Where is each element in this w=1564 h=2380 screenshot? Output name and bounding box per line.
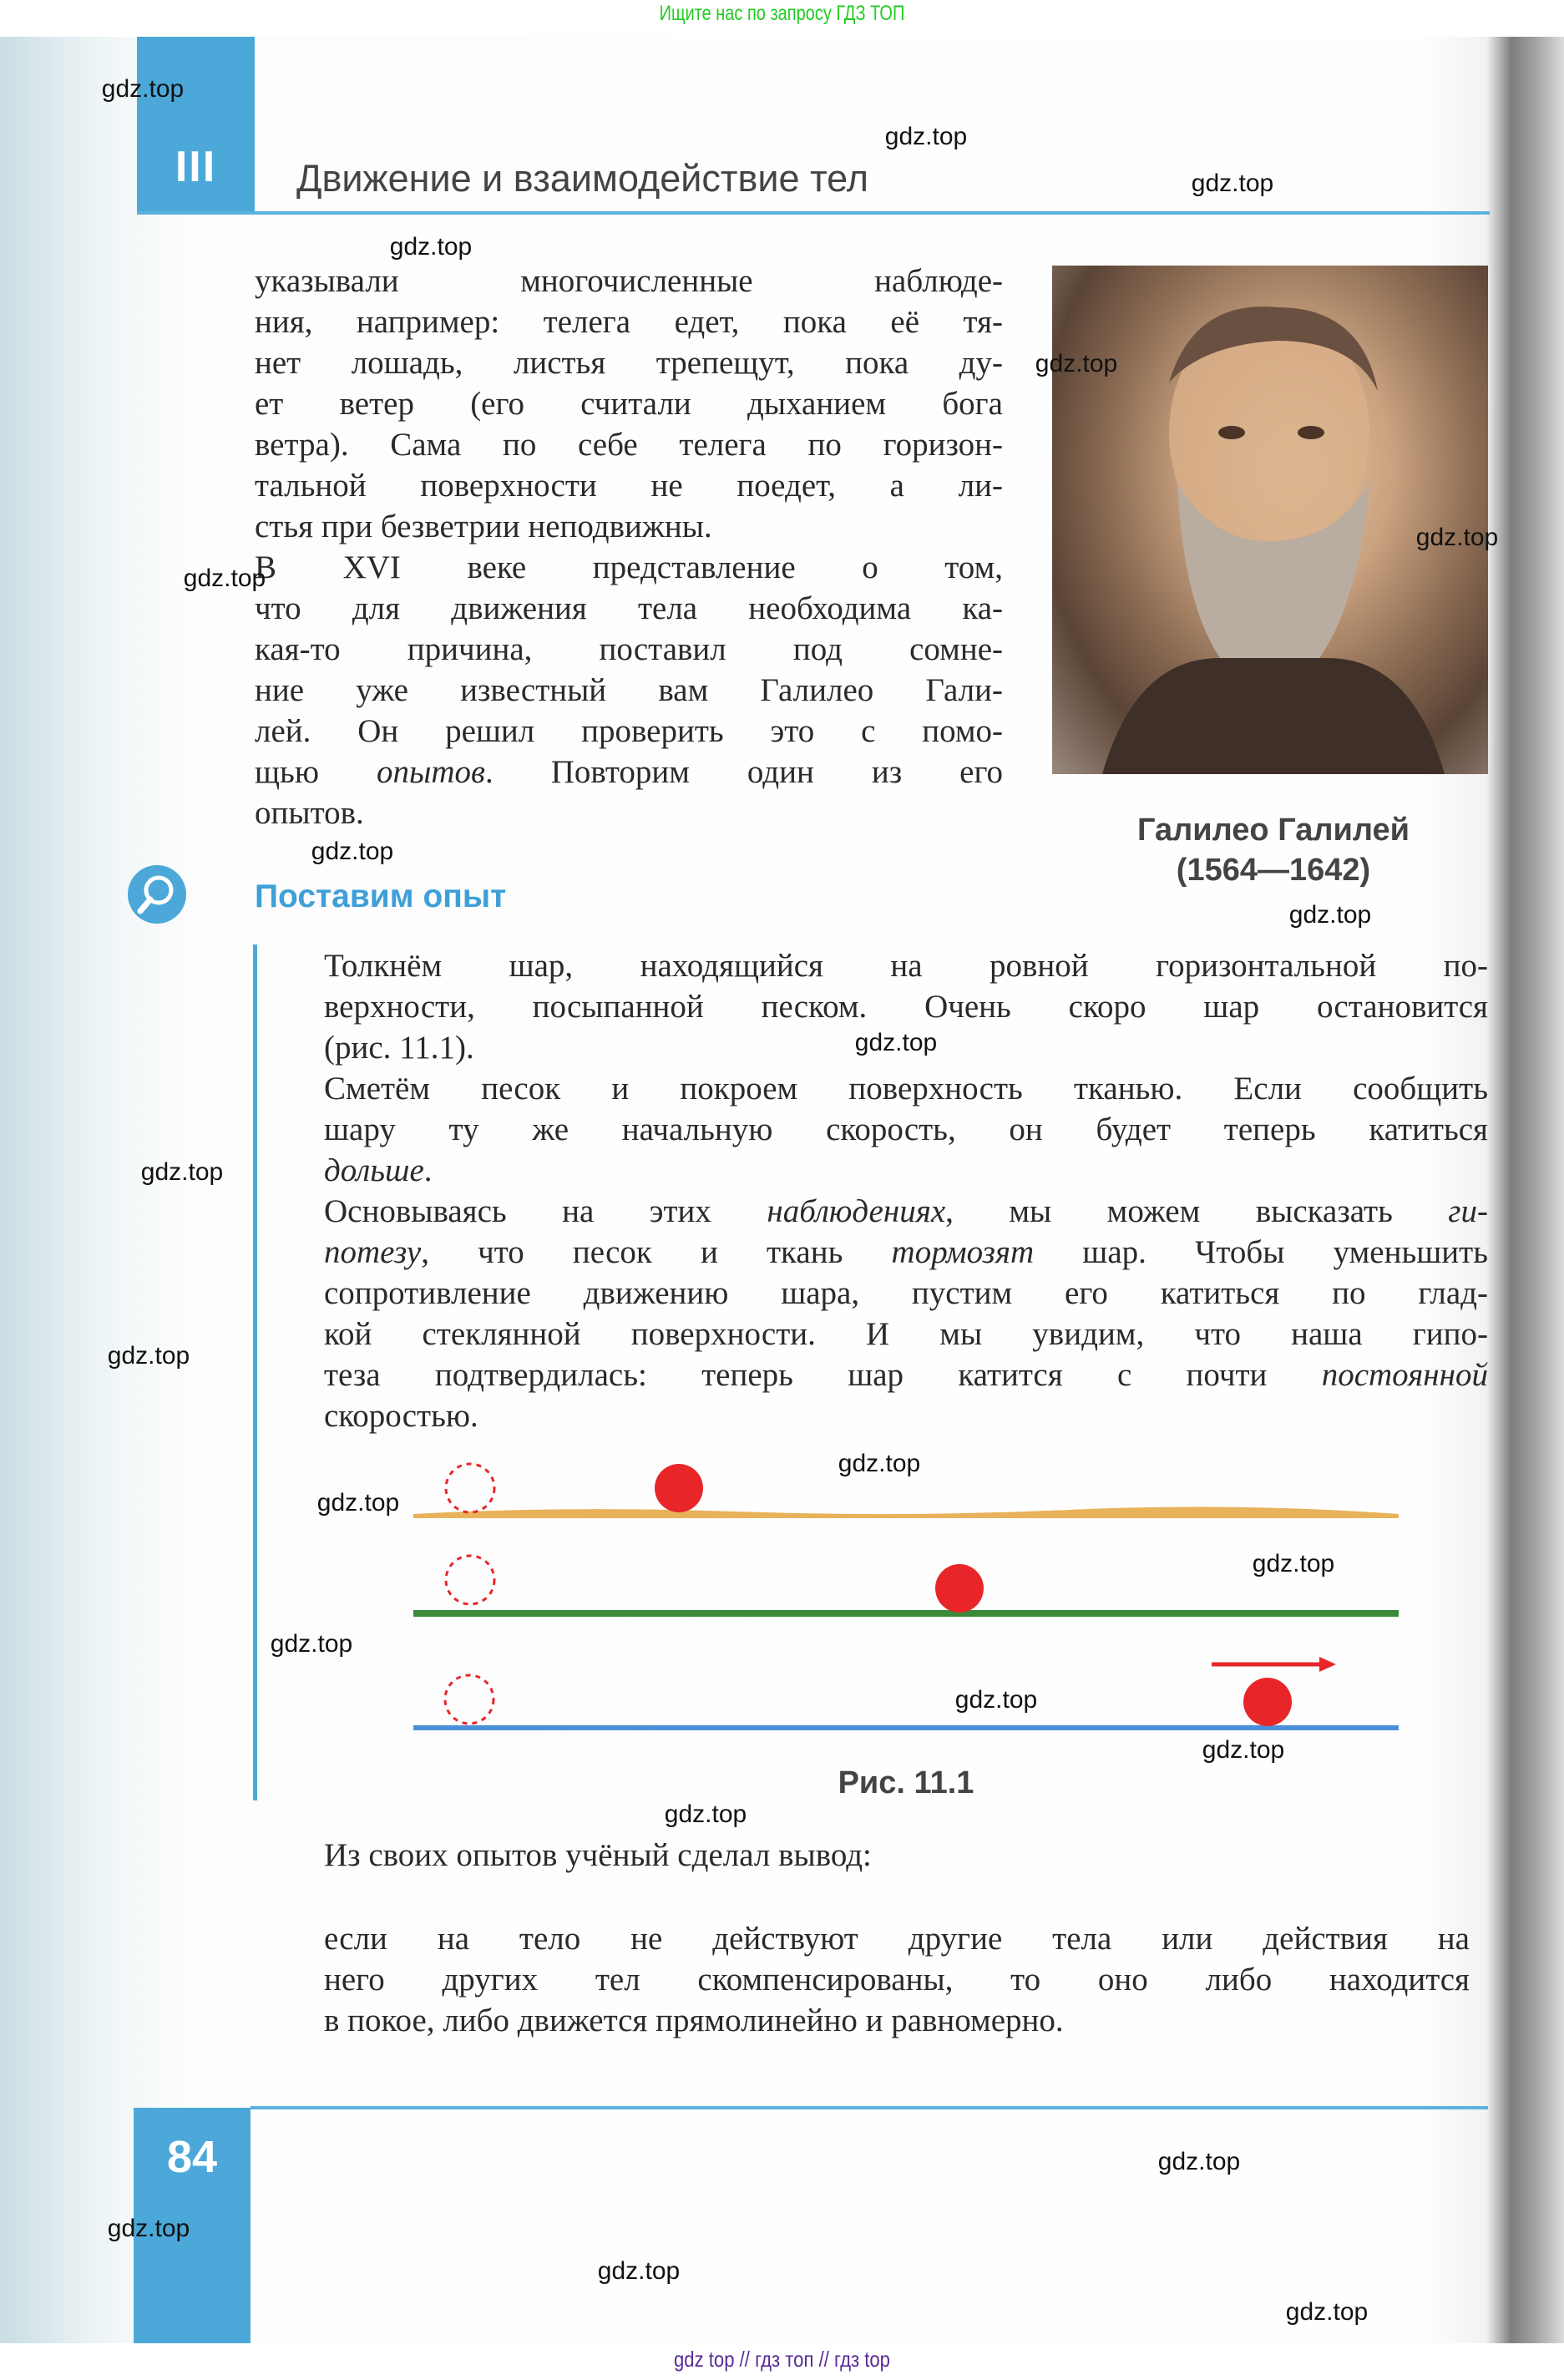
text-segment: теза подтвердилась: теперь шар катится с почти [324, 1357, 1322, 1393]
text-segment: сопротивление движению шара, пустим его катиться по глад- [324, 1275, 1488, 1311]
text-line [324, 1273, 1488, 1314]
text-segment: в покое, либо движется прямолинейно и равномерно. [324, 2003, 1064, 2038]
text-segment: стья при безветрии неподвижны. [255, 509, 712, 544]
text-line [255, 301, 1003, 342]
text-segment: что для движения тела необходима ка- [255, 590, 1003, 626]
figure-caption: Рис. 11.1 [838, 1765, 974, 1800]
text-segment: , мы можем высказать [945, 1193, 1449, 1229]
watermark: gdz.top [107, 1342, 190, 1370]
start-ball-outline [446, 1556, 494, 1604]
velocity-arrow-icon [1212, 1657, 1336, 1672]
text-segment: Сметём песок и покроем поверхность тканью. Если сообщить [324, 1071, 1488, 1106]
text-segment: , что песок и ткань [421, 1234, 892, 1270]
text-segment: ния, например: телега едет, пока её тя- [255, 304, 1003, 340]
watermark: gdz.top [1415, 524, 1499, 551]
text-segment: . Повторим один из его [484, 754, 1004, 790]
text-segment: . [423, 1152, 433, 1188]
text-line [255, 424, 1003, 465]
ball [1243, 1678, 1292, 1726]
text-segment: В XVI веке представление о том, [255, 549, 1003, 585]
sand-surface [413, 1506, 1399, 1518]
watermark: gdz.top [316, 1489, 400, 1517]
text-line [324, 1355, 1488, 1395]
text-line [324, 945, 1488, 986]
text-segment: лей. Он решил проверить это с помо- [255, 713, 1003, 749]
ball [935, 1564, 984, 1613]
text-line [324, 1191, 1488, 1232]
watermark: gdz.top [389, 233, 473, 261]
text-line [324, 1395, 1488, 1436]
italic-term: дольше [324, 1152, 424, 1188]
text-line [255, 670, 1003, 711]
text-segment: щью [255, 754, 377, 790]
text-line [255, 588, 1003, 629]
text-segment: шару ту же начальную скорость, он будет теперь катиться [324, 1112, 1488, 1147]
watermark: gdz.top [1252, 1550, 1335, 1577]
chapter-number: III [175, 143, 217, 191]
text-line [255, 792, 1003, 833]
text-segment: нет лошадь, листья трепещут, пока ду- [255, 345, 1003, 381]
conclusion-intro: Из своих опытов учёный сделал вывод: [324, 1837, 872, 1873]
watermark: gdz.top [664, 1800, 747, 1828]
watermark: gdz.top [884, 123, 968, 150]
text-segment: если на тело не действуют другие тела или действия на [324, 1921, 1470, 1957]
text-segment: скоростью. [324, 1398, 478, 1434]
watermark: gdz.top [1035, 350, 1118, 377]
text-line [324, 1150, 1488, 1191]
header-divider [137, 211, 1490, 215]
watermark: gdz.top [597, 2257, 681, 2285]
search-banner[interactable]: Ищите нас по запросу ГДЗ ТОП [659, 2, 905, 25]
text-segment: кой стеклянной поверхности. И мы увидим, что наша гипо- [324, 1316, 1488, 1352]
experiment-heading: Поставим опыт [255, 879, 507, 914]
text-line [255, 342, 1003, 383]
text-segment: шар. Чтобы уменьшить [1034, 1234, 1488, 1270]
footer-links[interactable]: gdz top // гдз топ // гдз top [674, 2347, 890, 2372]
italic-term: наблюдениях [767, 1193, 946, 1229]
text-segment: верхности, посыпанной песком. Очень скоро шар остановится [324, 989, 1488, 1025]
text-line [255, 506, 1003, 547]
italic-term: потезу [324, 1234, 422, 1270]
text-line [255, 711, 1003, 752]
text-segment: (рис. 11.1). [324, 1030, 474, 1066]
start-ball-outline [445, 1675, 493, 1724]
text-line [255, 383, 1003, 424]
text-line [255, 547, 1003, 588]
text-line [324, 1314, 1488, 1355]
text-segment: ние уже известный вам Галилео Гали- [255, 672, 1003, 708]
text-line [255, 465, 1003, 506]
portrait-name: Галилео Галилей [1136, 813, 1410, 848]
watermark: gdz.top [838, 1450, 921, 1477]
text-segment: указывали многочисленные наблюде- [255, 263, 1003, 299]
text-line [324, 1959, 1470, 2000]
text-segment: тальной поверхности не поедет, а ли- [255, 468, 1003, 504]
watermark: gdz.top [270, 1630, 353, 1658]
italic-term: тормозят [891, 1234, 1035, 1270]
text-line [255, 752, 1003, 792]
watermark: gdz.top [101, 75, 185, 103]
text-segment: Толкнём шар, находящийся на ровной горизонтальной по- [324, 948, 1488, 984]
text-segment: него других тел скомпенсированы, то оно либо находится [324, 1962, 1470, 1998]
text-line [324, 1232, 1488, 1273]
experiment-sidebar-line [253, 944, 257, 1800]
text-line [324, 1068, 1488, 1109]
watermark: gdz.top [107, 2215, 190, 2242]
figure-11-1 [401, 1453, 1420, 1754]
watermark: gdz.top [1288, 901, 1372, 929]
cloth-surface [413, 1610, 1399, 1617]
ball [655, 1464, 703, 1512]
glass-surface [413, 1725, 1399, 1730]
text-segment: ет ветер (его считали дыханием бога [255, 386, 1003, 422]
footer-divider [251, 2106, 1488, 2109]
portrait-years: (1564—1642) [1176, 853, 1371, 888]
text-segment: Основываясь на этих [324, 1193, 767, 1229]
text-line [324, 1109, 1488, 1150]
text-segment: кая-то причина, поставил под сомне- [255, 631, 1003, 667]
watermark: gdz.top [140, 1158, 224, 1186]
start-ball-outline [446, 1464, 494, 1512]
page-number: 84 [166, 2132, 218, 2182]
text-line [324, 986, 1488, 1027]
watermark: gdz.top [854, 1029, 938, 1056]
watermark: gdz.top [1285, 2298, 1369, 2326]
portrait-caption [1069, 810, 1478, 890]
italic-term: постоянной [1321, 1357, 1488, 1393]
magnifier-icon [128, 865, 186, 924]
watermark: gdz.top [1191, 170, 1274, 197]
galileo-portrait [1052, 266, 1488, 774]
watermark: gdz.top [183, 565, 266, 592]
text-line [324, 2000, 1470, 2041]
italic-term: ги- [1448, 1193, 1488, 1229]
watermark: gdz.top [311, 838, 394, 865]
watermark: gdz.top [954, 1686, 1038, 1714]
text-segment: ветра). Сама по себе телега по горизон- [255, 427, 1003, 463]
text-segment: опытов. [255, 795, 364, 831]
text-line [255, 629, 1003, 670]
italic-term: опытов [376, 754, 485, 790]
chapter-title: Движение и взаимодействие тел [296, 157, 868, 200]
watermark: gdz.top [1157, 2148, 1241, 2175]
watermark: gdz.top [1202, 1736, 1285, 1764]
text-line [324, 1918, 1470, 1959]
text-line [255, 261, 1003, 301]
